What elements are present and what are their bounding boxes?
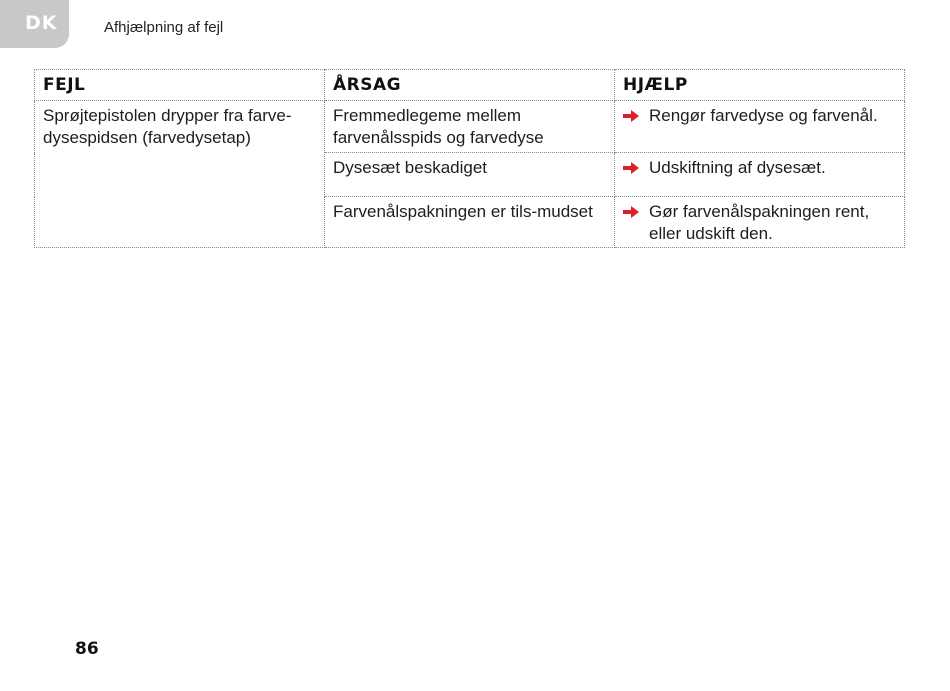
help-cell <box>615 101 905 153</box>
troubleshooting-table <box>34 69 905 248</box>
table-header-row <box>35 70 905 101</box>
help-text: Udskiftning af dysesæt. <box>649 158 826 177</box>
help-cell <box>615 153 905 197</box>
fault-cell: Sprøjtepistolen drypper fra farve-dysespidsen (farvedysetap) <box>35 101 325 248</box>
help-text: Gør farvenålspakningen rent, eller udskift den. <box>649 202 870 243</box>
arrow-right-icon <box>623 162 639 174</box>
cause-cell: Dysesæt beskadiget <box>325 153 615 197</box>
page-number: 86 <box>75 639 99 659</box>
language-tab <box>0 0 69 48</box>
cause-cell: Farvenålspakningen er tils-mudset <box>325 197 615 248</box>
section-title: Afhjælpning af fejl <box>104 19 224 36</box>
column-header-fault: FEJL <box>35 70 325 101</box>
table-row <box>35 101 905 153</box>
arrow-right-icon <box>623 110 639 122</box>
cause-cell: Fremmedlegeme mellem farvenålsspids og farvedyse <box>325 101 615 153</box>
help-cell <box>615 197 905 248</box>
column-header-help: HJÆLP <box>615 70 905 101</box>
arrow-right-icon <box>623 206 639 218</box>
help-text: Rengør farvedyse og farvenål. <box>649 106 878 125</box>
language-code: DK <box>25 12 58 34</box>
column-header-cause: ÅRSAG <box>325 70 615 101</box>
